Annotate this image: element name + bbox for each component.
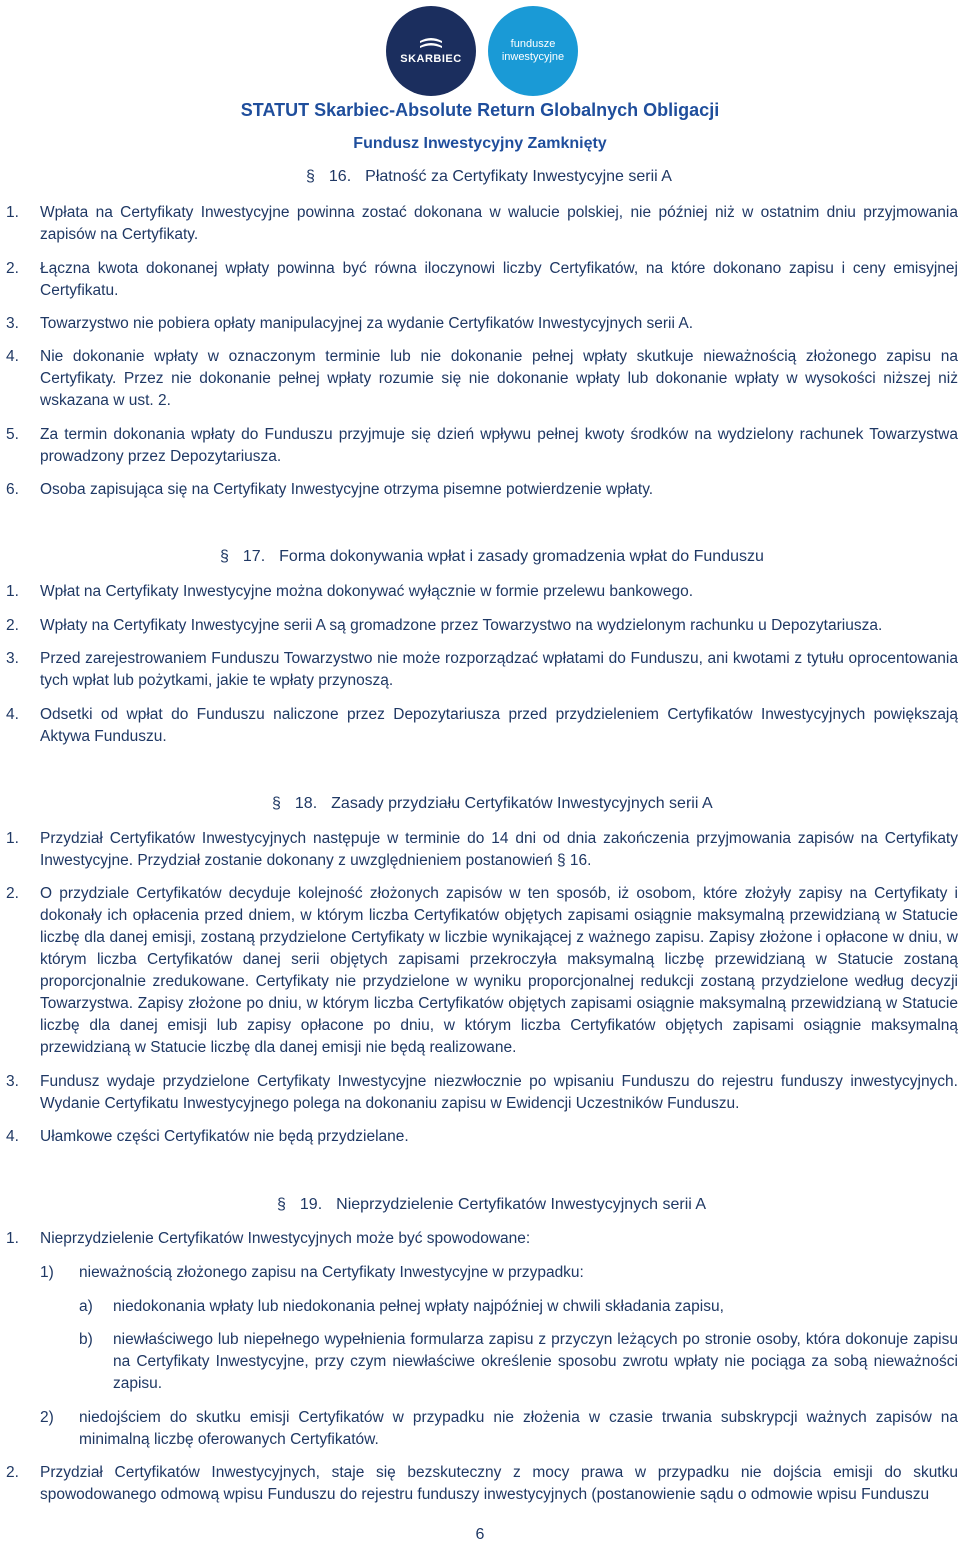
item-number: 1. (6, 204, 19, 221)
item-number: 2. (6, 885, 19, 902)
paragraph: Wpłata na Certyfikaty Inwestycyjne powinna zostać dokonana w walucie polskiej, nie później niż w ostatnim dniu przyjmowania zapisów na Certyfikaty. (40, 204, 958, 243)
item-number: 2. (6, 1464, 19, 1481)
section-16-heading (306, 168, 672, 186)
subitem-text: nieważnością złożonego zapisu na Certyfikaty Inwestycyjne w przypadku: (79, 1264, 584, 1281)
paragraph: Przydział Certyfikatów Inwestycyjnych, staje się bezskuteczny z mocy prawa w przypadku nie dojścia emisji do skutku spowodowanego odmową wpisu Funduszu do rejestru funduszy inwestycyjnych (postanowienie sądu o odmowie wpisu Funduszu (40, 1464, 958, 1503)
item-number: 6. (6, 481, 19, 498)
section-number: 19. (299, 1196, 323, 1213)
page-number: 6 (475, 1526, 485, 1543)
subitem-number: 2) (40, 1409, 54, 1426)
document-subtitle: Fundusz Inwestycyjny Zamknięty (353, 135, 607, 152)
paragraph: Towarzystwo nie pobiera opłaty manipulacyjnej za wydanie Certyfikatów Inwestycyjnych serii A. (40, 315, 694, 332)
paragraph: Nie dokonanie wpłaty w oznaczonym terminie lub nie dokonanie pełnej wpłaty skutkuje nieważnością złożonego zapisu na Certyfikaty. Przez nie dokonanie pełnej wpłaty rozumie się nie dokonanie wpłaty lub dokonanie wpłaty w wysokości niższej niż wskazana w ust. 2. (40, 348, 958, 409)
paragraph: Za termin dokonania wpłaty do Funduszu przyjmuje się dzień wpływu pełnej kwoty środków na wydzielony rachunek Towarzystwa prowadzony przez Depozytariusza. (40, 426, 958, 465)
section-17-heading (220, 548, 764, 566)
fundusze-logo-line1: fundusze (510, 38, 556, 50)
item-number: 2. (6, 617, 19, 634)
item-number: 5. (6, 426, 19, 443)
item-number: 1. (6, 1230, 19, 1247)
subitem-number: 1) (40, 1264, 54, 1281)
subsubitem-text: niewłaściwego lub niepełnego wypełnienia formularza zapisu z przyczyn leżących po stronie osoby, która dokonuje zapisu na Certyfikaty Inwestycyjne, przy czym niewłaściwe określenie sposobu zwrotu wpłaty nie pociąga za sobą nieważności zapisu. (113, 1331, 958, 1392)
document-title: STATUT Skarbiec-Absolute Return Globalnych Obligacji (240, 100, 720, 120)
section-title: Zasady przydziału Certyfikatów Inwestycyjnych serii A (331, 795, 713, 812)
section-title: Forma dokonywania wpłat i zasady gromadzenia wpłat do Funduszu (279, 548, 764, 565)
skarbiec-mark-icon (418, 37, 444, 51)
skarbiec-logo-text: SKARBIEC (400, 53, 462, 65)
item-number: 4. (6, 1128, 19, 1145)
item-number: 4. (6, 348, 19, 365)
paragraph: Przed zarejestrowaniem Funduszu Towarzystwo nie może rozporządzać wpłatami do Funduszu, ani kwotami z tytułu oprocentowania tych wpłat lub pożytkami, jakie te wpłaty przynoszą. (40, 650, 958, 689)
fundusze-logo-line2: inwestycyjne (501, 51, 565, 63)
item-number: 2. (6, 260, 19, 277)
paragraph: Łączna kwota dokonanej wpłaty powinna być równa iloczynowi liczby Certyfikatów, na które dokonano zapisu i ceny emisyjnej Certyfikatu. (40, 260, 958, 299)
paragraph: Ułamkowe części Certyfikatów nie będą przydzielane. (40, 1128, 409, 1145)
paragraph: O przydziale Certyfikatów decyduje kolejność złożonych zapisów w ten sposób, iż osobom, które złożyły zapisy na Certyfikaty i dokonały ich opłacenia przed dniem, w którym liczba Certyfikatów objętych zapisami osiągnie maksymalną przewidzianą w Statucie liczbę dla danej emisji, zostaną przydzielone Certyfikaty w liczbie wynikającej z ważnego zapisu. Zapisy złożone i opłacone w dniu, w którym liczba Certyfikatów danej serii objętych zapisami przekroczyła maksymalną liczbę przewidzianą w Statucie zostaną proporcjonalnie zredukowane. Certyfikaty nie przydzielone w wyniku proporcjonalnej redukcji zostaną przydzielone według decyzji Towarzystwa. Zapisy złożone po dniu, w którym liczba Certyfikatów objętych zapisami osiągnie maksymalną przewidzianą w Statucie liczbę dla danej emisji lub zapisy opłacone po dniu, w którym liczba Certyfikatów objętych zapisami osiągnie maksymalną przewidzianą w Statucie liczbę dla danej emisji nie będą realizowane. (40, 885, 958, 1056)
section-title: Płatność za Certyfikaty Inwestycyjne serii A (365, 168, 672, 185)
subsubitem-letter: b) (79, 1331, 93, 1348)
section-symbol-icon: § (306, 168, 315, 185)
fundusze-logo (488, 6, 578, 96)
item-number: 4. (6, 706, 19, 723)
paragraph: Odsetki od wpłat do Funduszu naliczone przez Depozytariusza przed przydzieleniem Certyfikatów Inwestycyjnych powiększają Aktywa Funduszu. (40, 706, 958, 745)
item-number: 1. (6, 583, 19, 600)
section-symbol-icon: § (220, 548, 229, 565)
paragraph: Nieprzydzielenie Certyfikatów Inwestycyjnych może być spowodowane: (40, 1230, 531, 1247)
header-logos (0, 6, 960, 96)
subsubitem-letter: a) (79, 1298, 93, 1315)
section-19-heading (277, 1196, 706, 1214)
section-18-heading (272, 795, 713, 813)
skarbiec-logo (386, 6, 476, 96)
paragraph: Wpłaty na Certyfikaty Inwestycyjne serii A są gromadzone przez Towarzystwo na wydzielonym rachunku u Depozytariusza. (40, 617, 883, 634)
item-number: 3. (6, 1073, 19, 1090)
section-number: 17. (242, 548, 266, 565)
item-number: 3. (6, 650, 19, 667)
section-symbol-icon: § (272, 795, 281, 812)
section-number: 16. (328, 168, 352, 185)
subitem-text: niedojściem do skutku emisji Certyfikatów w przypadku nie złożenia w czasie trwania subskrypcji ważnych zapisów na minimalną liczbę oferowanych Certyfikatów. (79, 1409, 958, 1448)
paragraph: Fundusz wydaje przydzielone Certyfikaty Inwestycyjne niezwłocznie po wpisaniu Funduszu do rejestru funduszy inwestycyjnych. Wydanie Certyfikatu Inwestycyjnego polega na dokonaniu zapisu w Ewidencji Uczestników Funduszu. (40, 1073, 958, 1112)
paragraph: Przydział Certyfikatów Inwestycyjnych następuje w terminie do 14 dni od dnia zakończenia przyjmowania zapisów na Certyfikaty Inwestycyjne. Przydział zostanie dokonany z uwzględnieniem postanowień § 16. (40, 830, 958, 869)
section-number: 18. (294, 795, 318, 812)
paragraph: Wpłat na Certyfikaty Inwestycyjne można dokonywać wyłącznie w formie przelewu bankowego. (40, 583, 694, 600)
section-title: Nieprzydzielenie Certyfikatów Inwestycyjnych serii A (336, 1196, 707, 1213)
item-number: 1. (6, 830, 19, 847)
paragraph: Osoba zapisująca się na Certyfikaty Inwestycyjne otrzyma pisemne potwierdzenie wpłaty. (40, 481, 654, 498)
subsubitem-text: niedokonania wpłaty lub niedokonania pełnej wpłaty najpóźniej w chwili składania zapisu, (113, 1298, 724, 1315)
item-number: 3. (6, 315, 19, 332)
section-symbol-icon: § (277, 1196, 286, 1213)
